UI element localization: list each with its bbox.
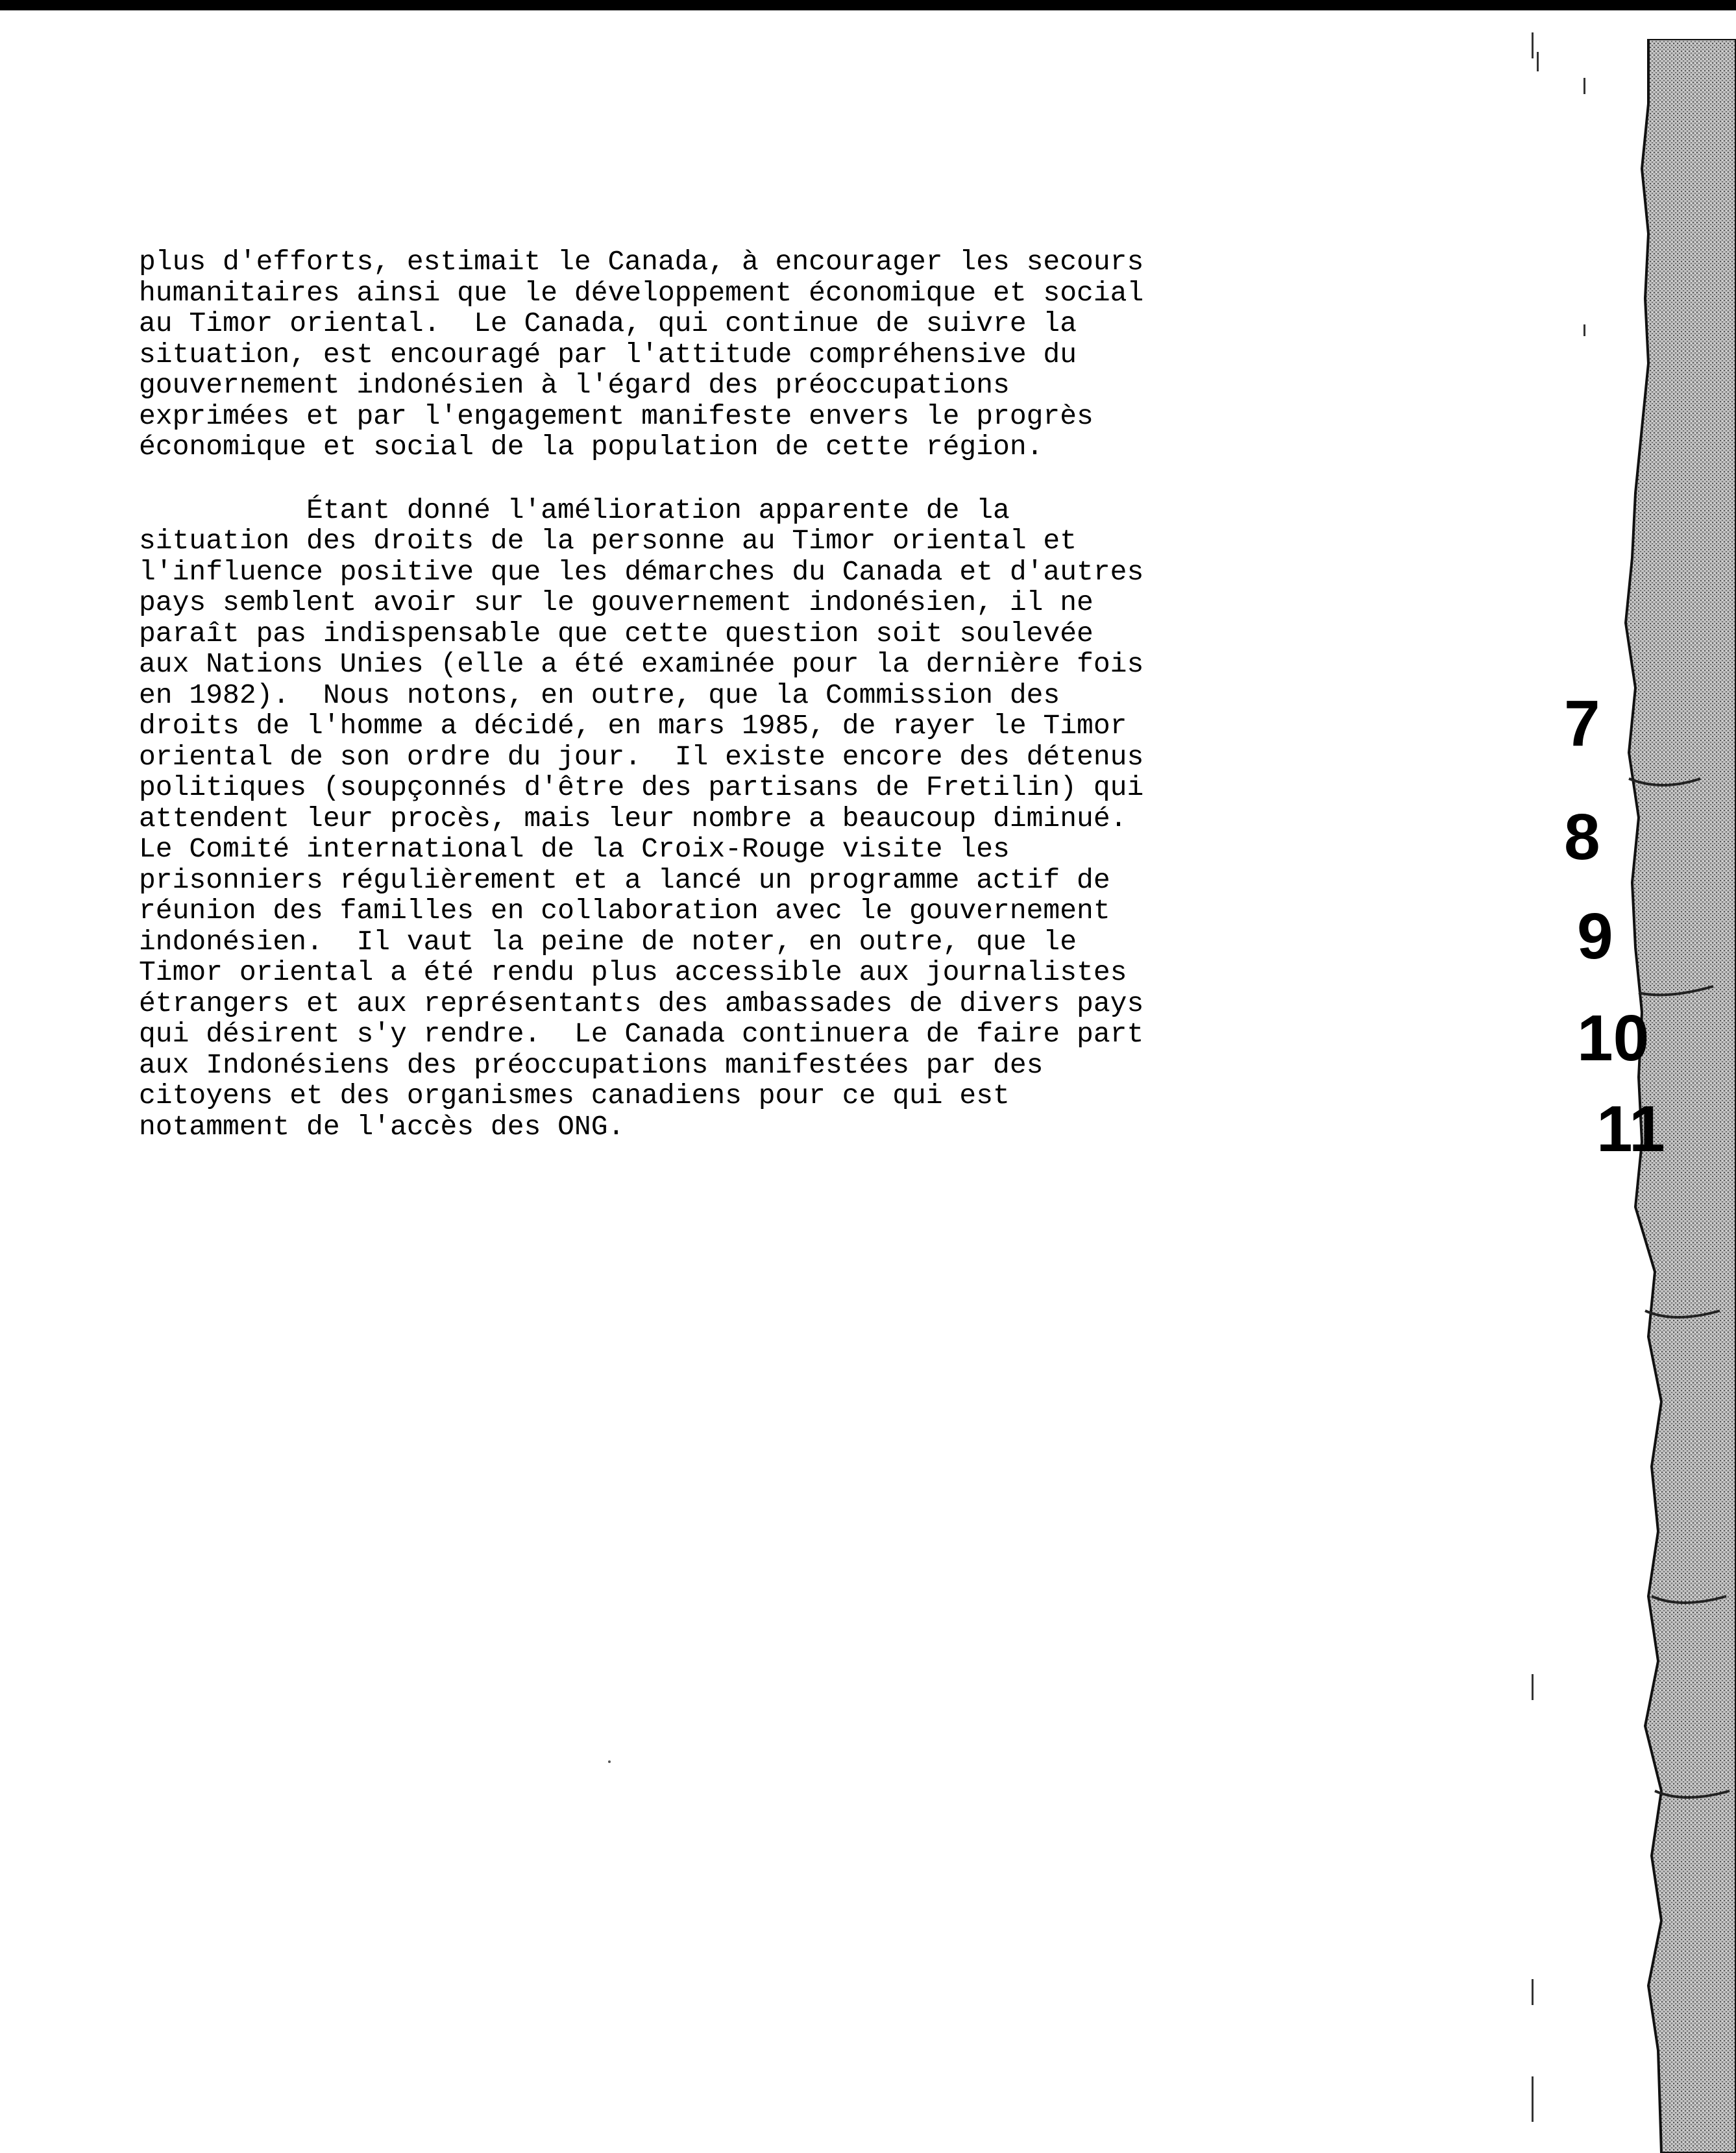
scan-top-border [0,0,1736,10]
text-line: plus d'efforts, estimait le Canada, à encourager les secours [139,246,1144,278]
text-line: paraît pas indispensable que cette question soit soulevée [139,617,1094,650]
text-line: l'influence positive que les démarches du Canada et d'autres [139,555,1144,588]
paragraph-1 [139,247,1307,463]
text-line: économique et social de la population de cette région. [139,431,1044,463]
text-line: aux Indonésiens des préoccupations manifestées par des [139,1049,1044,1081]
margin-mark [1532,32,1534,58]
text-line: aux Nations Unies (elle a été examinée pour la dernière fois [139,648,1144,680]
text-line: politiques (soupçonnés d'être des partisans de Fretilin) qui [139,772,1144,803]
text-line: au Timor oriental. Le Canada, qui continue de suivre la [139,308,1077,339]
text-line: situation, est encouragé par l'attitude compréhensive du [139,338,1077,371]
margin-mark [1532,1979,1534,2005]
tab-label-7: 7 [1564,687,1600,760]
margin-mark [1537,52,1539,71]
text-line: prisonniers régulièrement et a lancé un programme actif de [139,864,1110,896]
text-line: en 1982). Nous notons, en outre, que la Commission des [139,679,1060,711]
text-line: exprimées et par l'engagement manifeste envers le progrès [139,400,1094,432]
tab-label-9: 9 [1577,900,1613,973]
text-line: citoyens et des organismes canadiens pour ce qui est [139,1080,1010,1112]
tab-label-10: 10 [1577,1002,1650,1075]
margin-mark [1532,1674,1534,1700]
tab-label-11: 11 [1596,1093,1665,1165]
text-line: Étant donné l'amélioration apparente de la [139,494,1010,526]
text-line: oriental de son ordre du jour. Il existe encore des détenus [139,740,1144,773]
tab-label-8: 8 [1564,801,1600,873]
text-line: attendent leur procès, mais leur nombre a beaucoup diminué. [139,802,1127,834]
text-line: Timor oriental a été rendu plus accessible aux journalistes [139,956,1127,988]
margin-mark [1583,78,1585,94]
text-line: droits de l'homme a décidé, en mars 1985, de rayer le Timor [139,710,1127,742]
text-line: situation des droits de la personne au Timor oriental et [139,525,1077,557]
margin-mark [1532,2076,1534,2122]
text-line: pays semblent avoir sur le gouvernement indonésien, il ne [139,587,1094,618]
text-line: indonésien. Il vaut la peine de noter, en outre, que le [139,925,1077,958]
paragraph-gap [139,463,1307,495]
scan-speck [608,1760,611,1763]
text-line: gouvernement indonésien à l'égard des préoccupations [139,369,1010,401]
text-line: notamment de l'accès des ONG. [139,1110,625,1143]
paragraph-2 [139,495,1307,1143]
text-line: étrangers et aux représentants des ambassades de divers pays [139,987,1144,1019]
text-line: qui désirent s'y rendre. Le Canada continuera de faire part [139,1018,1144,1050]
document-body [139,247,1307,1142]
text-line: réunion des familles en collaboration avec le gouvernement [139,895,1110,927]
text-line: Le Comité international de la Croix-Rouge visite les [139,833,1010,865]
text-line: humanitaires ainsi que le développement économique et social [139,276,1144,309]
margin-mark [1583,324,1585,336]
